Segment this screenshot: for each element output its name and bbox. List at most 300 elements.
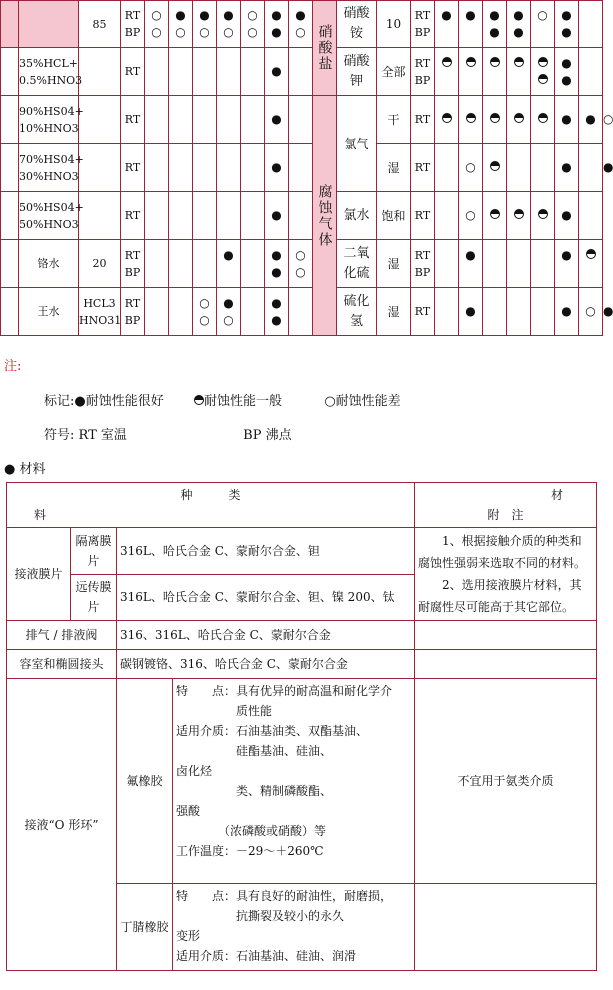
- rating-mark: [169, 264, 192, 281]
- right-state: RT: [411, 192, 435, 240]
- rating-mark: ○: [151, 8, 162, 22]
- rating-mark: [169, 207, 192, 224]
- right-rating-cell: [579, 96, 603, 144]
- right-state: RT: [411, 144, 435, 192]
- rating-mark: [169, 312, 192, 329]
- valve-note: [415, 621, 597, 650]
- valve-label: 排气 / 排液阀: [7, 621, 117, 650]
- diaphragm-notes: 1、根据接触介质的种类和腐蚀性强弱来选取不同的材料。 2、选用接液膜片材料，其耐腐性尽可能高于其它部位。: [415, 528, 597, 621]
- rating-mark: ●: [561, 160, 572, 174]
- left-rating-cell: [265, 1, 289, 48]
- rating-mark: [217, 207, 240, 224]
- left-rating-cell: [145, 144, 169, 192]
- half-filled-circle-icon: [514, 57, 524, 67]
- rating-mark: ●: [465, 247, 476, 262]
- legend-prefix: 标记:: [44, 394, 75, 409]
- half-filled-circle-icon: [490, 57, 500, 67]
- concentration: 85: [79, 1, 121, 48]
- rating-mark: [579, 72, 602, 89]
- rating-mark: [169, 295, 192, 312]
- right-rating-cell: [435, 192, 459, 240]
- right-rating-cell: [531, 240, 555, 288]
- rating-mark: [435, 159, 458, 176]
- rating-mark: [459, 264, 482, 281]
- chamber-note: [415, 650, 597, 679]
- rating-mark: [459, 24, 482, 41]
- right-rating-cell: [435, 1, 459, 48]
- left-rating-cell: [217, 192, 241, 240]
- right-medium-name: 硝酸 铵: [337, 1, 377, 48]
- half-filled-circle-icon: [586, 249, 596, 259]
- state: RT: [121, 144, 145, 192]
- rating-mark: [289, 207, 312, 224]
- rating-mark: ○: [247, 8, 258, 22]
- state: RT BP: [121, 240, 145, 288]
- right-state: RT BP: [411, 48, 435, 96]
- rating-mark: [241, 159, 264, 176]
- half-filled-circle-icon: [490, 161, 500, 171]
- left-rating-cell: [169, 144, 193, 192]
- concentration: [79, 192, 121, 240]
- rating-mark: [145, 63, 168, 80]
- right-concentration: 湿: [377, 240, 411, 288]
- note-label: 注:: [4, 359, 22, 374]
- half-filled-circle-icon: [538, 74, 548, 84]
- concentration: [79, 48, 121, 96]
- rating-mark: ●: [513, 25, 524, 39]
- right-rating-cell: [435, 48, 459, 96]
- rating-mark: [241, 111, 264, 128]
- legend-poor: ○耐蚀性能差: [324, 394, 401, 409]
- left-rating-cell: [217, 288, 241, 336]
- left-rating-cell: [145, 48, 169, 96]
- right-state: RT BP: [411, 1, 435, 48]
- chamber-label: 容室和椭圆接头: [7, 650, 117, 679]
- rating-mark: ○: [295, 25, 306, 39]
- table-row: [1, 48, 603, 96]
- left-rating-cell: [265, 48, 289, 96]
- left-rating-cell: [289, 1, 313, 48]
- left-rating-cell: [265, 240, 289, 288]
- rating-mark: ○: [537, 8, 548, 22]
- concentration: HCL3 HNO31: [79, 288, 121, 336]
- rating-mark: [531, 264, 554, 281]
- right-rating-cell: [555, 288, 579, 336]
- concentration: 20: [79, 240, 121, 288]
- left-rating-cell: [289, 288, 313, 336]
- right-rating-cell: [555, 1, 579, 48]
- rating-mark: ●: [271, 64, 282, 78]
- margin-cell: [1, 144, 19, 192]
- margin-cell: [1, 1, 19, 48]
- right-rating-cell: [483, 96, 507, 144]
- left-rating-cell: [193, 192, 217, 240]
- diaphragm-label: 接液膜片: [7, 528, 71, 621]
- left-rating-cell: [265, 144, 289, 192]
- right-rating-cell: [435, 288, 459, 336]
- rating-mark: ●: [271, 160, 282, 174]
- state: RT: [121, 48, 145, 96]
- right-state: RT: [411, 288, 435, 336]
- rating-mark: [435, 247, 458, 264]
- rating-mark: ●: [271, 312, 282, 327]
- rating-mark: ●: [271, 112, 282, 126]
- right-concentration: 全部: [377, 48, 411, 96]
- rating-mark: ○: [465, 160, 476, 174]
- rating-mark: [435, 264, 458, 281]
- half-filled-circle-icon: [442, 113, 452, 123]
- medium-name: 35%HCL+ 0.5%HNO3: [19, 48, 79, 96]
- rating-mark: ●: [465, 8, 476, 22]
- half-filled-circle-icon: [490, 209, 500, 219]
- medium-name: [19, 1, 79, 48]
- left-rating-cell: [241, 192, 265, 240]
- remote-label: 远传膜片: [71, 574, 117, 621]
- right-rating-cell: [459, 144, 483, 192]
- right-rating-cell: [483, 48, 507, 96]
- rating-mark: [435, 207, 458, 224]
- rating-mark: ●: [441, 8, 452, 22]
- right-rating-cell: [555, 192, 579, 240]
- half-filled-circle-icon: [490, 113, 500, 123]
- left-rating-cell: [289, 192, 313, 240]
- right-rating-cell: [507, 48, 531, 96]
- rating-mark: ●: [271, 25, 282, 39]
- rating-mark: [483, 264, 506, 281]
- concentration: [79, 144, 121, 192]
- rating-mark: ○: [295, 247, 306, 262]
- right-rating-cell: [435, 144, 459, 192]
- rating-mark: [507, 159, 530, 176]
- left-rating-cell: [241, 288, 265, 336]
- rating-mark: ●: [561, 247, 572, 262]
- fluoro-desc: 特 点：具有优异的耐高温和耐化学介 质性能 适用介质：石油基油类、双酯基油、 硅酯基油、硅油、 卤化烃 类、精制磷酸酯、 强酸 （浓磷酸或硝酸）等 工作温度：－29～＋260℃: [173, 679, 415, 884]
- isolation-label: 隔离膜片: [71, 528, 117, 575]
- rating-mark: [507, 303, 530, 320]
- left-rating-cell: [265, 96, 289, 144]
- right-concentration: 湿: [377, 288, 411, 336]
- rating-mark: [217, 264, 240, 281]
- right-rating-cell: [555, 240, 579, 288]
- rating-mark: ●: [271, 264, 282, 279]
- rating-mark: [507, 72, 530, 89]
- rating-mark: [531, 247, 554, 264]
- left-rating-cell: [241, 1, 265, 48]
- rating-mark: [145, 159, 168, 176]
- right-rating-cell: [579, 288, 603, 336]
- nitrile-label: 丁腈橡胶: [117, 884, 173, 971]
- rating-mark: [579, 159, 602, 176]
- rating-mark: [193, 159, 216, 176]
- right-rating-cell: [531, 288, 555, 336]
- left-rating-cell: [265, 192, 289, 240]
- isolation-value: 316L、哈氏合金 C、蒙耐尔合金、钽: [117, 528, 415, 575]
- left-rating-cell: [145, 1, 169, 48]
- right-rating-cell: [459, 240, 483, 288]
- right-rating-cell: [531, 144, 555, 192]
- rating-mark: [169, 63, 192, 80]
- right-rating-cell: [579, 240, 603, 288]
- rating-mark: [483, 247, 506, 264]
- margin-cell: [1, 48, 19, 96]
- rating-mark: [193, 63, 216, 80]
- rating-mark: ●: [561, 55, 572, 70]
- left-rating-cell: [193, 1, 217, 48]
- rating-mark: ●: [271, 295, 282, 310]
- rating-mark: ○: [247, 25, 258, 39]
- rating-mark: [241, 207, 264, 224]
- rating-mark: ●: [465, 304, 476, 318]
- materials-heading: ● 材料: [4, 462, 46, 477]
- rating-mark: ●: [271, 208, 282, 222]
- left-rating-cell: [289, 240, 313, 288]
- right-rating-cell: [459, 192, 483, 240]
- left-rating-cell: [193, 240, 217, 288]
- left-rating-cell: [169, 192, 193, 240]
- state: RT: [121, 96, 145, 144]
- margin-cell: [1, 288, 19, 336]
- symbols-line: [44, 424, 292, 443]
- rating-mark: [507, 264, 530, 281]
- left-rating-cell: [193, 144, 217, 192]
- rating-mark: ○: [175, 25, 186, 39]
- rating-mark: ●: [561, 72, 572, 87]
- rating-mark: [193, 111, 216, 128]
- valve-value: 316、316L、哈氏合金 C、蒙耐尔合金: [117, 621, 415, 650]
- rating-mark: [531, 24, 554, 41]
- rating-mark: [435, 72, 458, 89]
- rating-mark: [579, 7, 602, 24]
- rating-mark: [579, 207, 602, 224]
- right-rating-cell: [507, 288, 531, 336]
- rating-mark: [241, 312, 264, 329]
- rating-mark: [483, 303, 506, 320]
- right-rating-cell: [531, 1, 555, 48]
- group-label-corrosive-gas: 腐蚀气体: [313, 96, 337, 336]
- rating-mark: ○: [585, 304, 596, 318]
- right-rating-cell: [507, 144, 531, 192]
- rating-mark: ●: [223, 247, 234, 262]
- left-rating-cell: [145, 288, 169, 336]
- right-rating-cell: [435, 240, 459, 288]
- left-rating-cell: [241, 96, 265, 144]
- rating-mark: ●: [561, 112, 572, 126]
- table-row: 90%HS04+ 10%HNO3 RT ● 腐蚀气体 氯气 干 RT ● ● ○: [1, 96, 603, 144]
- margin-cell: [1, 192, 19, 240]
- state: RT: [121, 192, 145, 240]
- half-filled-circle-icon: [514, 113, 524, 123]
- left-rating-cell: [217, 1, 241, 48]
- left-rating-cell: [145, 192, 169, 240]
- rating-mark: ●: [489, 25, 500, 39]
- rating-mark: [241, 247, 264, 264]
- left-rating-cell: [169, 240, 193, 288]
- rating-mark: ●: [561, 8, 572, 22]
- rating-mark: [289, 159, 312, 176]
- rating-mark: [241, 63, 264, 80]
- rating-mark: [193, 207, 216, 224]
- right-concentration: 10: [377, 1, 411, 48]
- rating-mark: [169, 247, 192, 264]
- rating-mark: [217, 159, 240, 176]
- rating-mark: [435, 303, 458, 320]
- header-cell-right: 材 附 注: [415, 483, 597, 528]
- legend-good: ●耐蚀性能很好: [74, 394, 164, 409]
- symbol-rt: 符号: RT 室温: [44, 428, 127, 443]
- table-row: [1, 240, 603, 288]
- table-row: [1, 192, 603, 240]
- rating-mark: ●: [223, 295, 234, 310]
- rating-mark: ●: [175, 8, 186, 22]
- right-rating-cell: [555, 48, 579, 96]
- rating-mark: [579, 55, 602, 72]
- half-filled-circle-icon: [466, 57, 476, 67]
- half-filled-circle-icon: [538, 113, 548, 123]
- half-filled-circle-icon: [442, 57, 452, 67]
- rating-mark: [289, 63, 312, 80]
- margin-cell: [1, 96, 19, 144]
- left-rating-cell: [169, 96, 193, 144]
- left-rating-cell: [193, 48, 217, 96]
- medium-name: 50%HS04+ 50%HNO3: [19, 192, 79, 240]
- rating-mark: ●: [561, 304, 572, 318]
- right-rating-cell: [555, 144, 579, 192]
- rating-mark: ○: [151, 25, 162, 39]
- table-row: 70%HS04+ 30%HNO3 RT ● 湿 RT ○ ● ●: [1, 144, 603, 192]
- right-rating-cell: [483, 240, 507, 288]
- half-filled-circle-icon: [538, 57, 548, 67]
- medium-name: 70%HS04+ 30%HNO3: [19, 144, 79, 192]
- margin-cell: [1, 240, 19, 288]
- right-rating-cell: [531, 96, 555, 144]
- right-concentration: 干: [377, 96, 411, 144]
- rating-mark: [145, 295, 168, 312]
- rating-mark: ●: [271, 247, 282, 262]
- rating-mark: [531, 159, 554, 176]
- rating-mark: [289, 312, 312, 329]
- rating-mark: [241, 295, 264, 312]
- right-rating-cell: [531, 192, 555, 240]
- right-rating-cell: [579, 192, 603, 240]
- rating-mark: [217, 111, 240, 128]
- right-rating-cell: [555, 96, 579, 144]
- left-rating-cell: [169, 1, 193, 48]
- right-rating-cell: [459, 48, 483, 96]
- rating-mark: ○: [199, 25, 210, 39]
- left-rating-cell: [217, 48, 241, 96]
- rating-mark: [145, 207, 168, 224]
- left-rating-cell: [241, 144, 265, 192]
- rating-mark: ●: [199, 8, 210, 22]
- right-rating-cell: [507, 1, 531, 48]
- rating-mark: ●: [585, 112, 596, 126]
- rating-mark: ●: [561, 25, 572, 39]
- right-medium-name: 二氧 化硫: [337, 240, 377, 288]
- left-rating-cell: [169, 288, 193, 336]
- rating-mark: ○: [199, 312, 210, 327]
- left-rating-cell: [217, 240, 241, 288]
- rating-mark: [579, 264, 602, 281]
- left-rating-cell: [145, 96, 169, 144]
- group-label-nitrate: 硝酸盐: [313, 1, 337, 96]
- right-rating-cell: [459, 1, 483, 48]
- rating-mark: [145, 312, 168, 329]
- right-state: RT BP: [411, 240, 435, 288]
- rating-mark: [193, 264, 216, 281]
- half-filled-circle-icon: [194, 395, 204, 405]
- rating-mark: [145, 247, 168, 264]
- right-rating-cell: [507, 192, 531, 240]
- nitrile-desc: 特 点：具有良好的耐油性，耐磨损， 抗撕裂及较小的永久 变形 适用介质：石油基油、硅油、润滑: [173, 884, 415, 971]
- corrosion-table: [0, 0, 613, 336]
- rating-mark: ○: [465, 208, 476, 222]
- rating-mark: [435, 24, 458, 41]
- header-cell-left: 种 类 料: [7, 483, 415, 528]
- left-rating-cell: [265, 288, 289, 336]
- right-rating-cell: [483, 1, 507, 48]
- legend-fair: 耐蚀性能一般: [204, 394, 283, 409]
- rating-mark: [193, 247, 216, 264]
- chamber-value: 碳钢镀铬、316、哈氏合金 C、蒙耐尔合金: [117, 650, 415, 679]
- legend: [44, 390, 401, 409]
- right-rating-cell: [579, 48, 603, 96]
- fluoro-note: 不宜用于氨类介质: [415, 679, 597, 884]
- state: RT BP: [121, 1, 145, 48]
- right-rating-cell: [507, 96, 531, 144]
- left-rating-cell: [145, 240, 169, 288]
- half-filled-circle-icon: [514, 209, 524, 219]
- right-concentration: 饱和: [377, 192, 411, 240]
- remote-value: 316L、哈氏合金 C、蒙耐尔合金、钽、镍 200、钛: [117, 574, 415, 621]
- left-rating-cell: [289, 144, 313, 192]
- right-concentration: 湿: [377, 144, 411, 192]
- fluoro-label: 氟橡胶: [117, 679, 173, 884]
- rating-mark: ●: [561, 208, 572, 222]
- left-rating-cell: [241, 240, 265, 288]
- left-rating-cell: [217, 144, 241, 192]
- rating-mark: ○: [199, 295, 210, 310]
- rating-mark: ○: [295, 264, 306, 279]
- left-rating-cell: [289, 48, 313, 96]
- right-medium-name: 硫化 氢: [337, 288, 377, 336]
- table-row: 王水 HCL3 HNO31 RT BP ○ ○ ● ○ ● ● 硫化 氢 湿 RT ● ● ○ ●: [1, 288, 603, 336]
- right-rating-cell: [435, 96, 459, 144]
- left-rating-cell: [193, 96, 217, 144]
- rating-mark: [459, 72, 482, 89]
- right-medium-name: 硝酸 钾: [337, 48, 377, 96]
- rating-mark: ●: [223, 8, 234, 22]
- table-row: [1, 1, 603, 48]
- right-medium-name: 氯水: [337, 192, 377, 240]
- half-filled-circle-icon: [538, 209, 548, 219]
- rating-mark: [145, 264, 168, 281]
- rating-mark: [289, 111, 312, 128]
- symbol-bp: BP 沸点: [243, 428, 292, 443]
- right-rating-cell: [579, 1, 603, 48]
- left-rating-cell: [169, 48, 193, 96]
- oring-label: 接液“O 形环”: [7, 679, 117, 971]
- concentration: [79, 96, 121, 144]
- rating-mark: [169, 111, 192, 128]
- rating-mark: [483, 72, 506, 89]
- left-rating-cell: [289, 96, 313, 144]
- left-rating-cell: [241, 48, 265, 96]
- rating-mark: ●: [271, 8, 282, 22]
- rating-mark: [217, 63, 240, 80]
- left-rating-cell: [193, 288, 217, 336]
- medium-name: 铬水: [19, 240, 79, 288]
- rating-mark: ○: [223, 312, 234, 327]
